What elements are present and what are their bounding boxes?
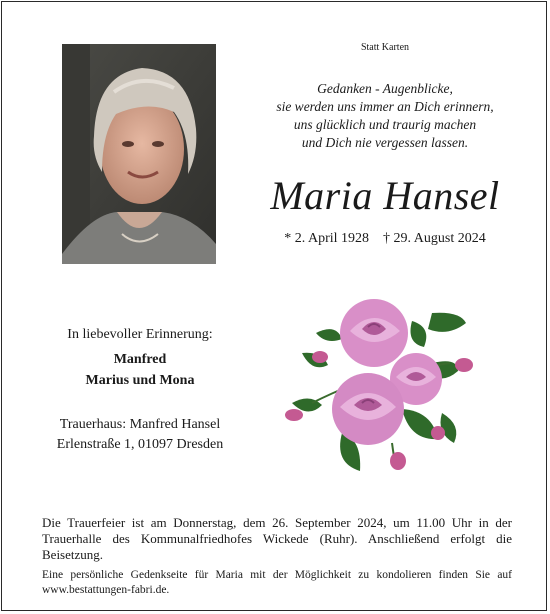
portrait-photo <box>62 44 216 264</box>
family-member: Marius und Mona <box>85 373 195 388</box>
statt-karten-note: Statt Karten <box>360 42 410 53</box>
ceremony-information: Die Trauerfeier ist am Donnerstag, dem 26. September 2024, um 11.00 Uhr in der Trauerhalle des Kommunalfriedhofes Wickede (Ruhr). Anschließend erfolgt die Beisetzung. <box>42 515 512 562</box>
birth-date: * 2. April 1928 <box>284 231 370 246</box>
address-line: Trauerhaus: Manfred Hansel <box>59 417 221 432</box>
memorial-poem <box>248 80 522 152</box>
memorial-website-note: Eine persönliche Gedenkseite für Maria mit der Möglichkeit zu kondolieren finden Sie auf www.bestattungen-fabri.de. <box>42 569 512 596</box>
remembrance-intro: In liebevoller Erinnerung: <box>67 327 213 342</box>
death-date: † 29. August 2024 <box>383 231 486 246</box>
poem-line: und Dich nie vergessen lassen. <box>301 135 469 150</box>
address-line: Erlenstraße 1, 01097 Dresden <box>56 437 224 452</box>
roses-illustration <box>282 293 478 483</box>
deceased-name: Maria Hansel <box>270 173 500 218</box>
poem-line: Gedanken - Augenblicke, <box>317 81 453 96</box>
poem-line: uns glücklich und traurig machen <box>293 117 477 132</box>
mourning-house-address <box>40 415 240 455</box>
family-member: Manfred <box>113 352 167 367</box>
remembrance-block <box>40 324 240 391</box>
poem-line: sie werden uns immer an Dich erinnern, <box>276 99 494 114</box>
life-dates <box>248 231 522 247</box>
